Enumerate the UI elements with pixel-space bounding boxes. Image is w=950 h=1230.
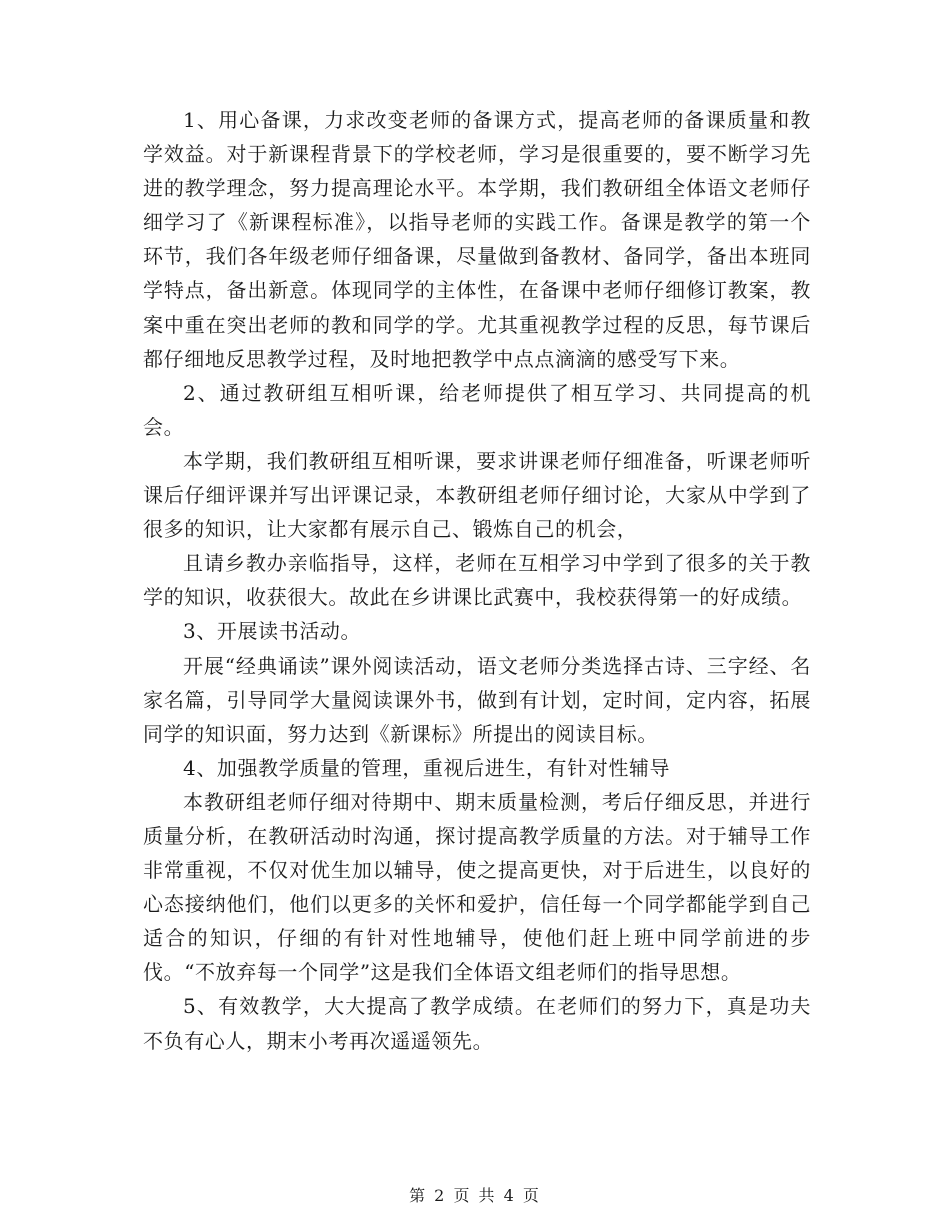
paragraph-item-3-heading: 3、开展读书活动。: [183, 619, 362, 644]
paragraph-item-1-heading: 1、用心备课，力求改变老师的备课方式，提高老师的备课质量和教学效益。对于新课程背景下的学校老师，学习是很重要的，要不断学习先进的教学理念，努力提高理论水平。本学期，我们教研组全体语文老师仔细学习了《新课程标准》，以指导老师的实践工作。备课是教学的第一个环节，我们各年级老师仔细备课，尽量做到备教材、备同学，备出本班同学特点，备出新意。体现同学的主体性，在备课中老师仔细修订教案，教案中重在突出老师的教和同学的学。尤其重视教学过程的反思，每节课后都仔细地反思教学过程，及时地把教学中点点滴滴的感受写下来。: [143, 108, 811, 371]
paragraph-peer-observation: 本学期，我们教研组互相听课，要求讲课老师仔细准备，听课老师听课后仔细评课并写出评课记录，本教研组老师仔细讨论，大家从中学到了很多的知识，让大家都有展示自己、锻炼自己的机会，: [143, 448, 811, 542]
page-number-footer: 第 2 页 共 4 页: [409, 1186, 541, 1205]
paragraph-item-5-heading: 5、有效教学，大大提高了教学成绩。在老师们的努力下，真是功夫不负有心人，期末小考再次遥遥领先。: [143, 994, 811, 1053]
document-body: [143, 103, 811, 1058]
paragraph-item-4-heading: 4、加强教学质量的管理，重视后进生，有针对性辅导: [183, 755, 671, 780]
paragraph-guidance: 且请乡教办亲临指导，这样，老师在互相学习中学到了很多的关于教学的知识，收获很大。故此在乡讲课比武赛中，我校获得第一的好成绩。: [143, 551, 811, 610]
paragraph-reading-activity: 开展“经典诵读”课外阅读活动，语文老师分类选择古诗、三字经、名家名篇，引导同学大量阅读课外书，做到有计划，定时间，定内容，拓展同学的知识面，努力达到《新课标》所提出的阅读目标。: [143, 653, 811, 746]
paragraph-quality-management: 本教研组老师仔细对待期中、期末质量检测，考后仔细反思，并进行质量分析，在教研活动时沟通，探讨提高教学质量的方法。对于辅导工作非常重视，不仅对优生加以辅导，使之提高更快，对于后进生，以良好的心态接纳他们，他们以更多的关怀和爱护，信任每一个同学都能学到自己适合的知识，仔细的有针对性地辅导，使他们赶上班中同学前进的步伐。“不放弃每一个同学”这是我们全体语文组老师们的指导思想。: [143, 789, 811, 985]
paragraph-item-2-heading: 2、通过教研组互相听课，给老师提供了相互学习、共同提高的机会。: [143, 380, 811, 439]
